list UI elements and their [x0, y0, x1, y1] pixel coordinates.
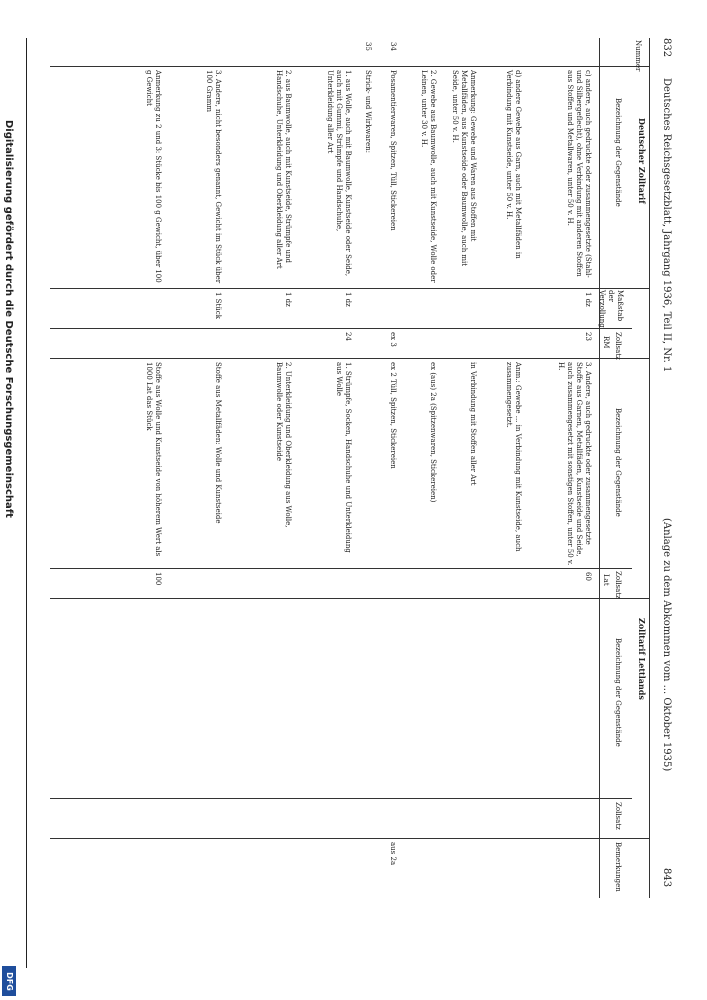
header-group-ausfuhr: Deutscher Zolltarif: [637, 118, 647, 204]
header-zollsatz-l: Zollsatz: [614, 571, 622, 599]
col-divider: [50, 598, 650, 599]
row-zollsatz-lettland: 60: [584, 572, 592, 581]
header-bezeichnung-l: Bezeichnung der Gegenstände: [614, 408, 622, 517]
row-description-lettland: 1. Strümpfe, Socken, Handschuhe und Unterkleidung aus Wolle: [335, 362, 352, 553]
row-description-lettland: Stoffe aus Wolle und Kunstseide von höherem Wert als 1000 Lat das Stück: [145, 362, 162, 557]
page-number-right: 843: [661, 868, 672, 888]
header-bemerkungen: Bemerkungen: [614, 842, 622, 892]
row-number: 34: [389, 42, 397, 51]
row-number: 35: [364, 42, 372, 51]
row-massstab: 1 Stück: [214, 292, 222, 319]
row-description-lettland: Anm.: Gewebe ... in Verbindung mit Kunstseide, auch zusammengesetzt.: [505, 362, 522, 552]
row-description: Posamentierwaren, Spitzen, Tüll, Stickereien: [389, 70, 397, 231]
row-massstab: 1 dz: [344, 292, 352, 307]
row-description: 2. Gewebe aus Baumwolle, auch mit Kunstseide, Wolle oder Leinen, unter 30 v. H.: [420, 70, 437, 283]
col-divider: [50, 328, 632, 329]
header-massstab: Maßstab der Verzollung: [598, 290, 624, 328]
table-header-rule: [599, 38, 600, 898]
row-zollsatz: 23: [584, 332, 592, 341]
row-description-lettland: 3. Andere, auch gedruckte oder zusammengesetzte Stoffe aus Garnen, Metallfäden, Kunstseide und Seide, auch zusammengesetzt mit sonstigen Stoffen, unter 50 v. H.: [557, 362, 592, 566]
row-description: Strick- und Wirkwaren:: [364, 70, 372, 153]
row-description-lettland: Stoffe aus Metallfäden: Wolle und Kunstseide: [214, 362, 222, 524]
header-zollsatz-l2: Zollsatz: [614, 802, 622, 830]
row-description-lettland: in Verbindung mit Stoffen aller Art: [469, 362, 477, 486]
page-header-right: (Anlage zu dem Abkommen vom ... Oktober 1935): [661, 518, 672, 772]
col-divider: [50, 838, 650, 839]
col-divider: [50, 798, 632, 799]
row-description: Anmerkung zu 2 und 3: Stücke bis 100 g Gewicht, über 100 g Gewicht: [145, 70, 162, 283]
header-group-einfuhr: Zolltarif Lettlands: [637, 618, 647, 700]
row-description-lettland: 2. Unterkleidung und Oberkleidung aus Wolle, Baumwolle oder Kunstseide: [275, 362, 292, 528]
row-description: Anmerkung: Gewebe und Waren aus Stoffen mit Metallfäden, aus Kunstseide oder Baumwolle, auch mit Seide, unter 50 v. H.: [451, 70, 477, 267]
row-zollsatz: ex 3: [389, 332, 397, 347]
row-zollsatz-lettland: 100: [154, 572, 162, 586]
col-divider: [50, 288, 650, 289]
row-massstab: 1 dz: [284, 292, 292, 307]
table-top-rule: [649, 38, 650, 898]
row-description: 3. Andere, nicht besonders genannt, Gewicht im Stück über 100 Gramm: [205, 70, 222, 284]
page-border-line: [26, 38, 27, 968]
col-divider: [50, 66, 650, 67]
row-description-lettland: ex (aus) 2a (Spitzenwaren, Stickereien): [429, 362, 437, 503]
header-zollsatz-unit: RM: [602, 336, 610, 349]
row-massstab: 1 dz: [584, 292, 592, 307]
page-number-left: 832: [661, 38, 672, 58]
header-bezeichnung-l2: Bezeichnung der Gegenstände: [614, 638, 622, 747]
rotated-table-page: [32, 38, 672, 898]
dfg-logo: DFG: [2, 966, 16, 996]
digitization-credit: Digitalisierung gefördert durch die Deutsche Forschungsgemeinschaft: [3, 120, 14, 518]
row-description-lettland: ex 2 Tüll, Spitzen, Stickereien: [389, 362, 397, 469]
page-header-left: Deutsches Reichsgesetzblatt, Jahrgang 1936, Teil II, Nr. 1: [661, 78, 672, 373]
header-nummer: Nummer: [634, 40, 642, 72]
row-description: c) andere, auch gedruckte oder zusammengesetzte (Stahl- und Silbergeflecht), ohne Verbindung mit anderen Stoffen aus Stoffen und Metallwaren, unter 50 v. H.: [566, 70, 592, 278]
col-divider: [50, 568, 632, 569]
row-description: 1. aus Wolle, auch mit Baumwolle, Kunstseide oder Seide, auch mit Gummi, Strümpfe und Handschuhe, Unterkleidung aller Art: [326, 70, 352, 277]
header-zollsatz-l-unit: Lat: [602, 574, 610, 586]
row-zollsatz: 24: [344, 332, 352, 341]
col-divider: [50, 358, 650, 359]
row-description: d) andere Gewebe aus Garn, auch mit Metallfäden in Verbindung mit Kunstseide, unter 50 v. H.: [505, 70, 522, 259]
row-description: 2. aus Baumwolle, auch mit Kunstseide, Strümpfe und Handschuhe, Unterkleidung und Oberkleidung aller Art: [275, 70, 292, 269]
header-bezeichnung: Bezeichnung der Gegenstände: [614, 98, 622, 207]
header-zollsatz: Zollsatz: [614, 332, 622, 360]
row-bemerkung: aus 2a: [389, 842, 397, 866]
